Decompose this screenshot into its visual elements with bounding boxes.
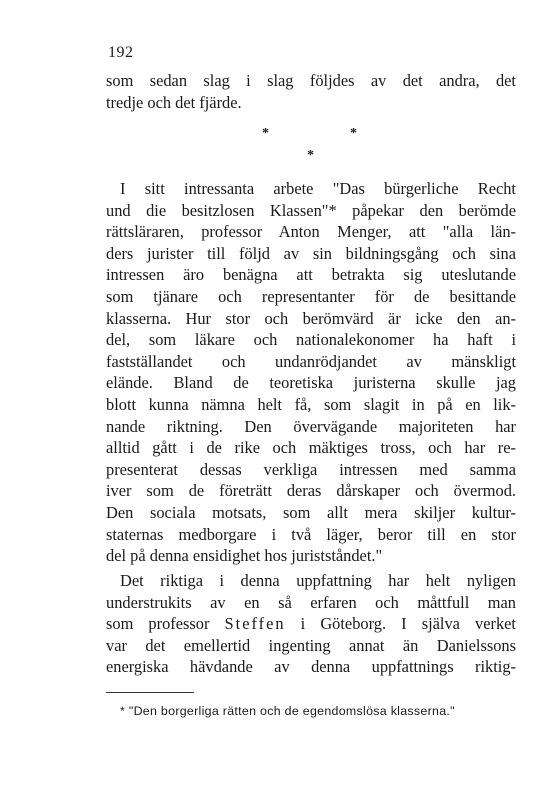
text-line: del, som läkare och nationalekonomer ha haft i [106,330,516,350]
section-separator-star: * [307,148,314,163]
intro-paragraph [106,70,516,113]
text-line: blott kunna nämna helt få, som slagit in på en lik- [106,394,516,414]
footnote: * "Den borgerliga rätten och de egendomslösa klasserna." [120,704,455,718]
text-line: rättsläraren, professor Anton Menger, att "alla län- [106,222,516,242]
text-line: understrukits av en så erfaren och måttfull man [106,592,516,612]
text-line: fastställandet och undanrödjandet av mänskligt [106,351,516,371]
text-line: nande riktning. Den övervägande majoriteten har [106,416,516,436]
text-line: intressen äro benägna att betrakta sig uteslutande [106,265,516,285]
text-line [106,613,516,635]
text-line: und die besitzlosen Klassen"* påpekar den berömde [106,200,516,220]
text-line: presenterat dessas verkliga intressen med samma [106,459,516,479]
spaced-name: Steffen [224,614,286,634]
text-line: var det emellertid ingenting annat än Danielssons [106,635,516,655]
text-line: som sedan slag i slag följdes av det andra, det [106,71,516,90]
text-line: alltid gått i de rike och mäktiges tross, och har re- [106,438,516,458]
text-line: del på denna ensidighet hos juristståndet." [106,546,383,566]
section-separator-star: * [262,126,269,141]
text-line: Den sociala motsats, som allt mera skiljer kultur- [106,502,516,522]
text-line: tredje och det fjärde. [106,92,242,112]
page-number: 192 [108,44,134,61]
body-paragraph-1 [106,178,516,567]
footnote-rule [106,692,194,693]
text-line: energiska hävdande av denna uppfattnings riktig- [106,657,516,677]
text-line: I sitt intressanta arbete "Das bürgerliche Recht [120,179,516,198]
body-paragraph-2 [106,570,516,678]
text-line: som tjänare och representanter för de besittande [106,286,516,306]
text-line: ders jurister till följd av sin bildningsgång och sina [106,243,516,263]
text-line: Det riktiga i denna uppfattning har helt nyligen [120,571,516,590]
text-line: staternas medborgare i två läger, beror till en stor [106,524,516,544]
text-fragment: i Göteborg. I själva verket [285,614,516,634]
text-fragment: som professor [106,614,225,634]
section-separator-star: * [350,126,357,141]
text-line: elände. Bland de teoretiska juristerna skulle jag [106,373,516,393]
text-line: iver som de företrätt deras dårskaper och övermod. [106,481,516,501]
text-line: klasserna. Hur stor och berömvärd är icke den an- [106,308,516,328]
